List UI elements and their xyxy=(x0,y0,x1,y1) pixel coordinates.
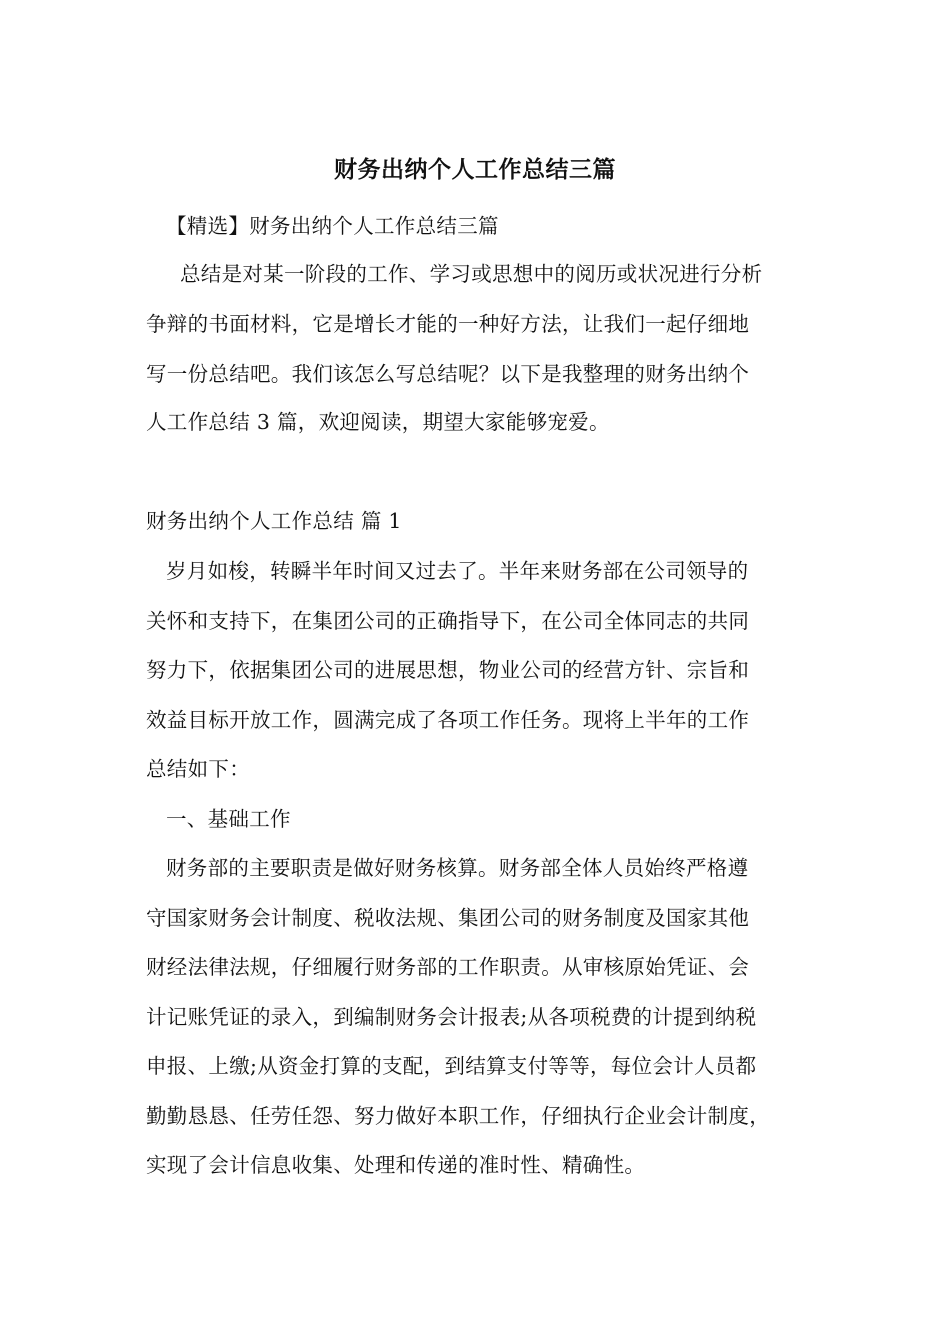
para2-line-6: 勤勤恳恳、任劳任怨、努力做好本职工作，仔细执行企业会计制度， xyxy=(146,1104,770,1128)
para2-line-5: 申报、上缴;从资金打算的支配，到结算支付等等，每位会计人员都 xyxy=(146,1054,757,1078)
intro-line-2: 争辩的书面材料，它是增长才能的一种好方法，让我们一起仔细地 xyxy=(146,312,750,336)
para2-line-3: 财经法律法规，仔细履行财务部的工作职责。从审核原始凭证、会 xyxy=(146,955,750,979)
para2-line-7: 实现了会计信息收集、处理和传递的准时性、精确性。 xyxy=(146,1153,646,1177)
document-subtitle: 【精选】财务出纳个人工作总结三篇 xyxy=(166,214,499,238)
para1-line-1: 岁月如梭，转瞬半年时间又过去了。半年来财务部在公司领导的 xyxy=(166,559,749,583)
para2-line-2: 守国家财务会计制度、税收法规、集团公司的财务制度及国家其他 xyxy=(146,906,750,930)
para1-line-4: 效益目标开放工作，圆满完成了各项工作任务。现将上半年的工作 xyxy=(146,708,750,732)
para2-line-1: 财务部的主要职责是做好财务核算。财务部全体人员始终严格遵 xyxy=(166,856,749,880)
para1-line-2: 关怀和支持下，在集团公司的正确指导下，在公司全体同志的共同 xyxy=(146,609,750,633)
section-heading: 财务出纳个人工作总结 篇 1 xyxy=(146,509,402,533)
intro-line-4: 人工作总结 3 篇，欢迎阅读，期望大家能够宠爱。 xyxy=(146,410,610,434)
subheading: 一、基础工作 xyxy=(166,807,291,831)
para1-line-5: 总结如下： xyxy=(146,757,250,781)
intro-line-3: 写一份总结吧。我们该怎么写总结呢？以下是我整理的财务出纳个 xyxy=(146,362,750,386)
para1-line-3: 努力下，依据集团公司的进展思想，物业公司的经营方针、宗旨和 xyxy=(146,658,750,682)
document-title: 财务出纳个人工作总结三篇 xyxy=(334,156,616,183)
para2-line-4: 计记账凭证的录入，到编制财务会计报表;从各项税费的计提到纳税 xyxy=(146,1005,757,1029)
intro-line-1: 总结是对某一阶段的工作、学习或思想中的阅历或状况进行分析 xyxy=(180,262,763,286)
